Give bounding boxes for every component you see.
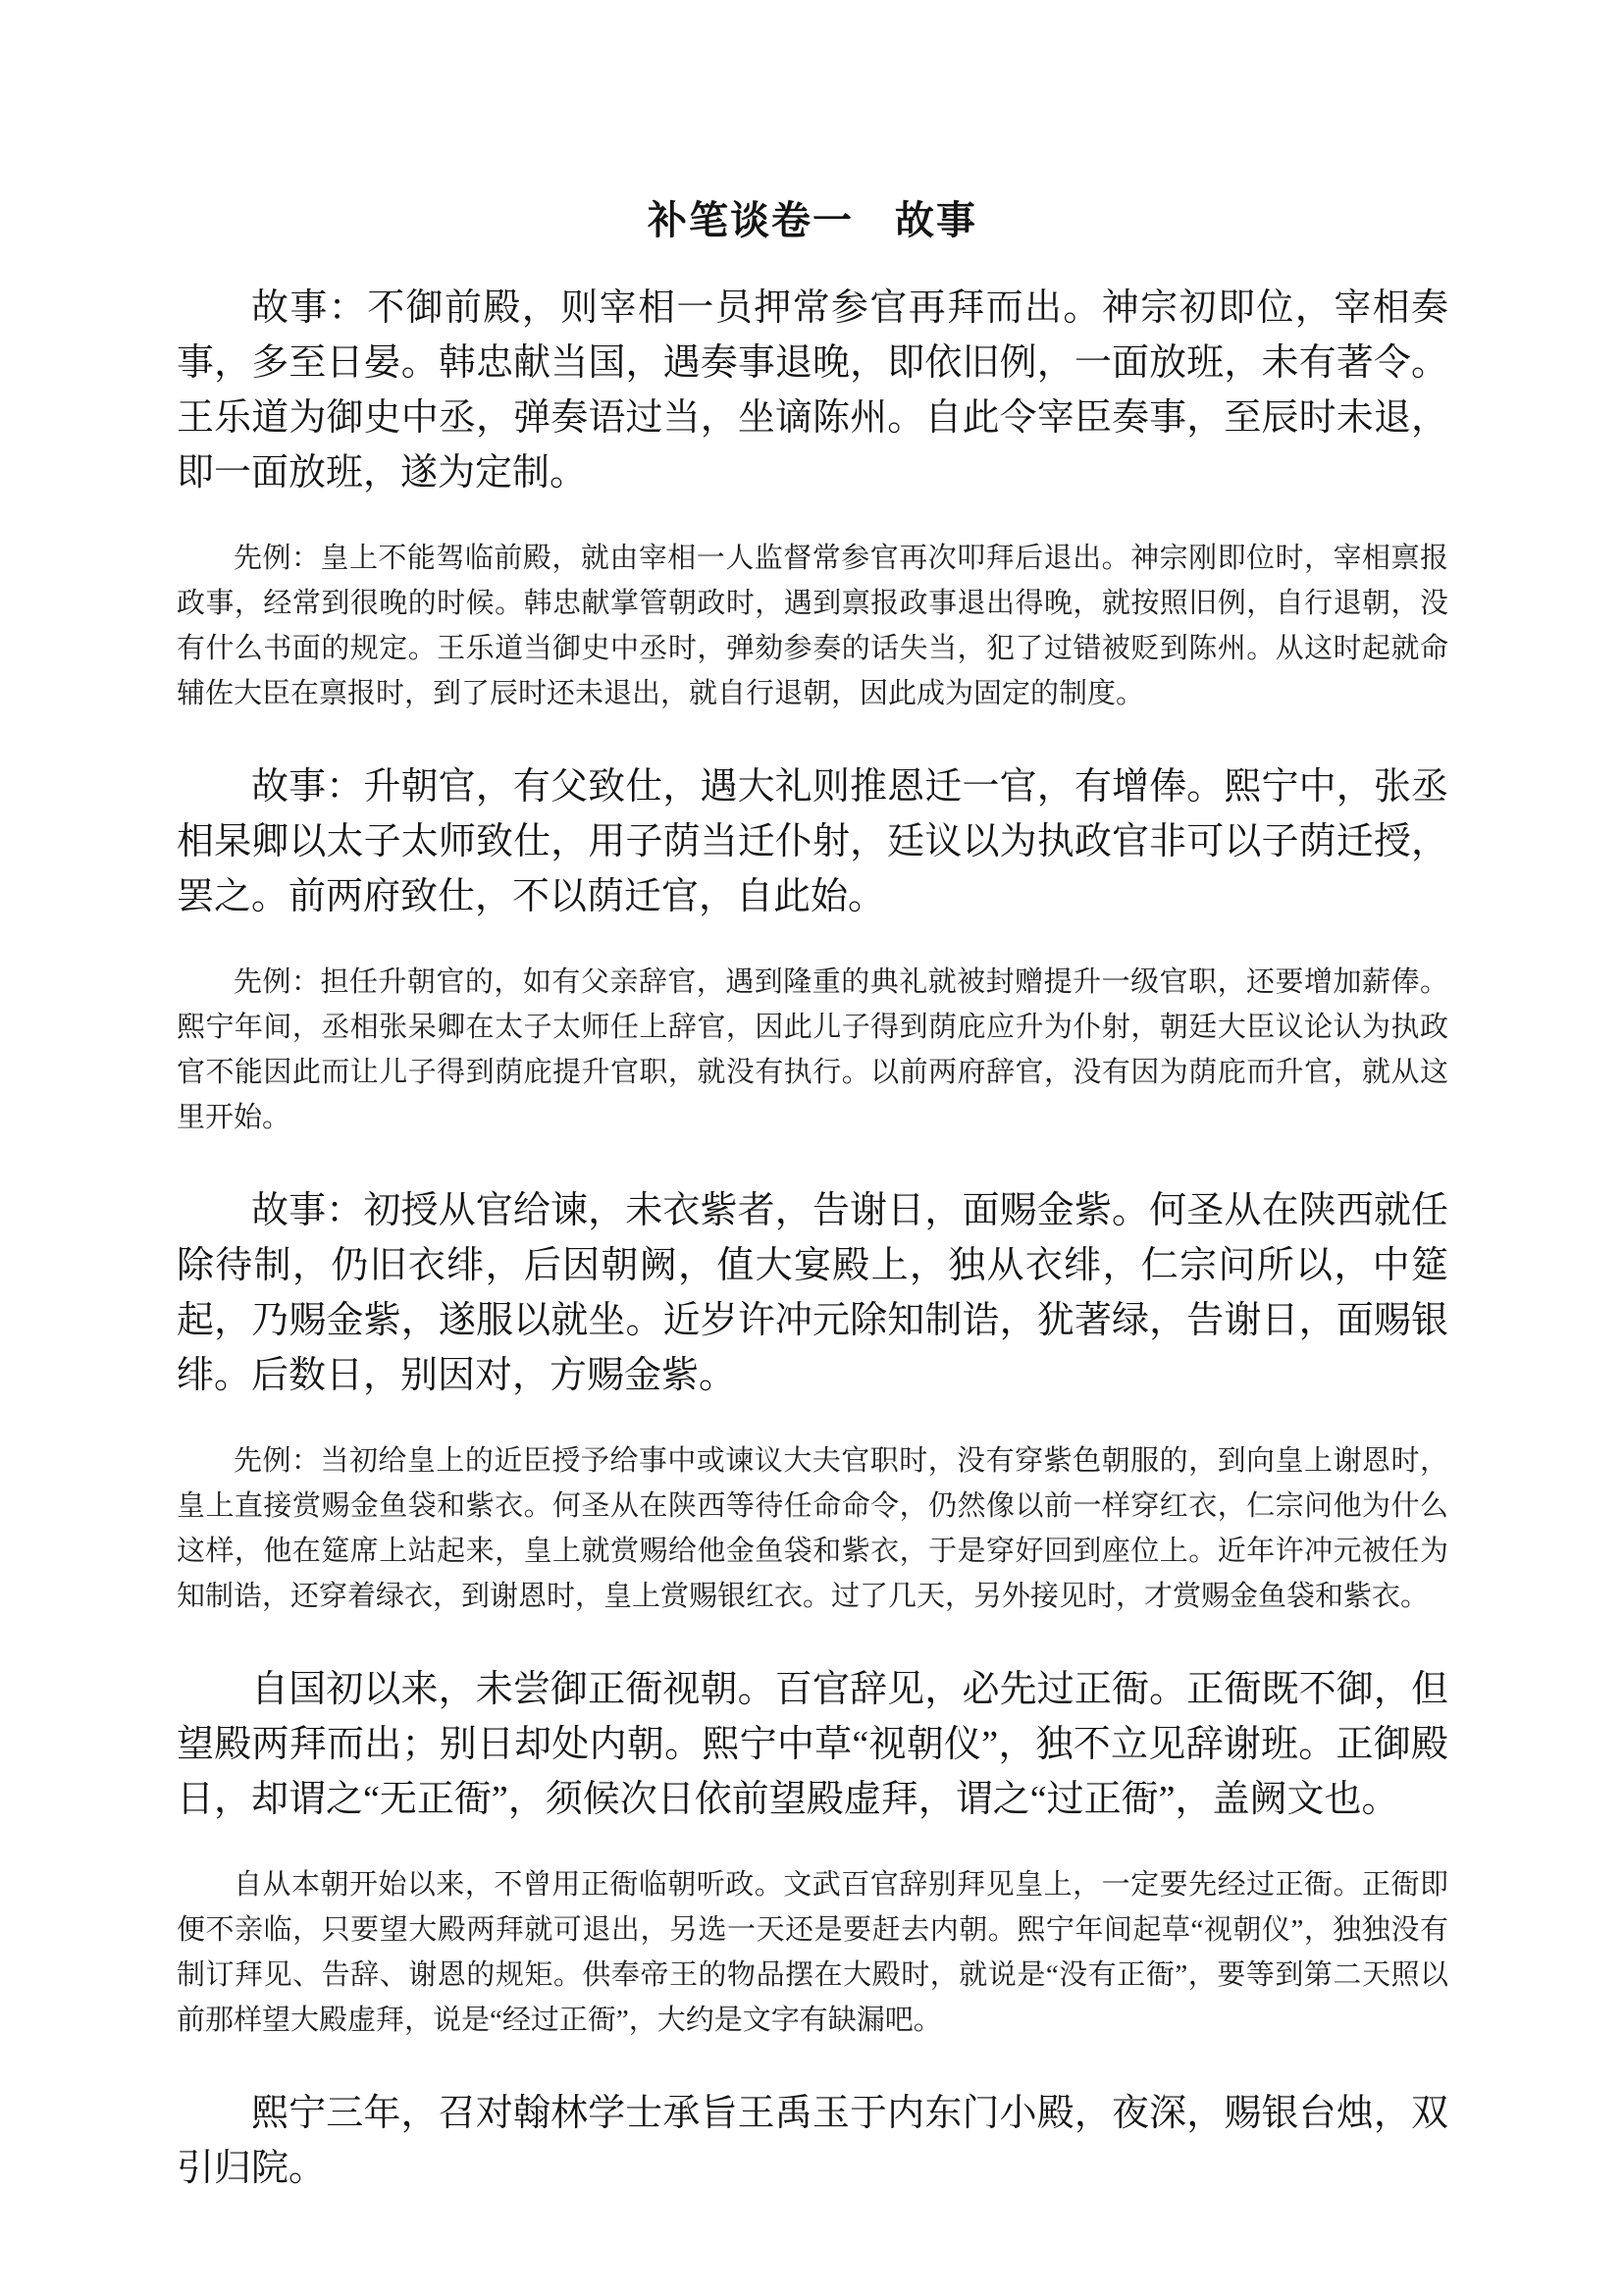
classical-paragraph: 故事：升朝官，有父致仕，遇大礼则推恩迁一官，有增俸。熙宁中，张丞相杲卿以太子太师致仕，用子荫当迁仆射，廷议以为执政官非可以子荫迁授，罢之。前两府致仕，不以荫迁官，自此始。 [177, 766, 1448, 917]
classical-paragraph: 故事：不御前殿，则宰相一员押常参官再拜而出。神宗初即位，宰相奏事，多至日晏。韩忠献当国，遇奏事退晚，即依旧例，一面放班，未有著令。王乐道为御史中丞，弹奏语过当，坐谪陈州。自此令宰臣奏事，至辰时未退，即一面放班，遂为定制。 [177, 287, 1448, 494]
classical-paragraph: 故事：初授从官给谏，未衣紫者，告谢日，面赐金紫。何圣从在陕西就任除待制，仍旧衣绯，后因朝阙，值大宴殿上，独从衣绯，仁宗问所以，中筵起，乃赐金紫，遂服以就坐。近岁许冲元除知制诰，犹著绿，告谢日，面赐银绯。后数日，别因对，方赐金紫。 [177, 1190, 1448, 1396]
translation-paragraph: 先例：当初给皇上的近臣授予给事中或谏议大夫官职时，没有穿紫色朝服的，到向皇上谢恩时，皇上直接赏赐金鱼袋和紫衣。何圣从在陕西等待任命命令，仍然像以前一样穿红衣，仁宗问他为什么这样，他在筵席上站起来，皇上就赏赐给他金鱼袋和紫衣，于是穿好回到座位上。近年许冲元被任为知制诰，还穿着绿衣，到谢恩时，皇上赏赐银红衣。过了几天，另外接见时，才赏赐金鱼袋和紫衣。 [177, 1445, 1448, 1612]
classical-paragraph: 熙宁三年，召对翰林学士承旨王禹玉于内东门小殿，夜深，赐银台烛，双引归院。 [177, 2093, 1448, 2189]
translation-paragraph: 先例：担任升朝官的，如有父亲辞官，遇到隆重的典礼就被封赠提升一级官职，还要增加薪俸。熙宁年间，丞相张呆卿在太子太师任上辞官，因此儿子得到荫庇应升为仆射，朝廷大臣议论认为执政官不能因此而让儿子得到荫庇提升官职，就没有执行。以前两府辞官，没有因为荫庇而升官，就从这里开始。 [177, 966, 1448, 1133]
classical-paragraph: 自国初以来，未尝御正衙视朝。百官辞见，必先过正衙。正衙既不御，但望殿两拜而出；别日却处内朝。熙宁中草“视朝仪”，独不立见辞谢班。正御殿日，却谓之“无正衙”，须候次日依前望殿虚拜，谓之“过正衙”，盖阙文也。 [177, 1669, 1448, 1820]
translation-paragraph: 先例：皇上不能驾临前殿，就由宰相一人监督常参官再次叩拜后退出。神宗刚即位时，宰相禀报政事，经常到很晚的时候。韩忠献掌管朝政时，遇到禀报政事退出得晚，就按照旧例，自行退朝，没有什么书面的规定。王乐道当御史中丞时，弹劾参奏的话失当，犯了过错被贬到陈州。从这时起就命辅佐大臣在禀报时，到了辰时还未退出，就自行退朝，因此成为固定的制度。 [177, 543, 1448, 709]
translation-paragraph: 自从本朝开始以来，不曾用正衙临朝听政。文武百官辞别拜见皇上，一定要先经过正衙。正衙即便不亲临，只要望大殿两拜就可退出，另选一天还是要赶去内朝。熙宁年间起草“视朝仪”，独独没有制订拜见、告辞、谢恩的规矩。供奉帝王的物品摆在大殿时，就说是“没有正衙”，要等到第二天照以前那样望大殿虚拜，说是“经过正衙”，大约是文字有缺漏吧。 [177, 1869, 1448, 2036]
page-title: 补笔谈卷一 故事 [648, 199, 977, 242]
